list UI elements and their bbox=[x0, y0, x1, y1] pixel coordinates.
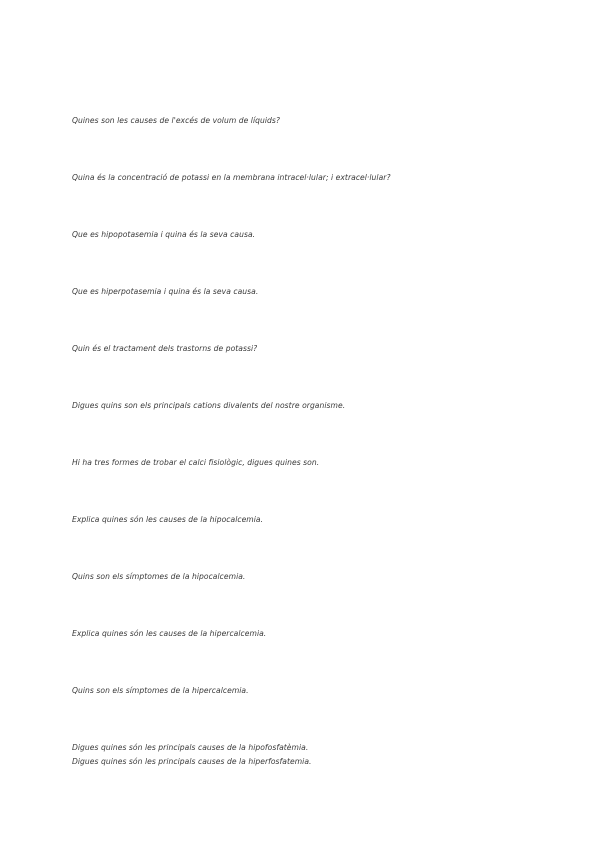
question-10: Explica quines són les causes de la hipercalcemia. bbox=[72, 629, 267, 638]
question-5: Quin és el tractament dels trastorns de potassi? bbox=[72, 344, 258, 353]
question-9: Quins son els símptomes de la hipocalcemia. bbox=[72, 572, 246, 581]
question-13: Digues quines són les principals causes de la hiperfosfatemia. bbox=[72, 757, 312, 766]
question-1: Quines son les causes de l'excés de volum de líquids? bbox=[72, 116, 280, 125]
question-7: Hi ha tres formes de trobar el calci fisiològic, digues quines son. bbox=[72, 458, 320, 467]
question-4: Que es hiperpotasemia i quina és la seva causa. bbox=[72, 287, 259, 296]
question-8: Explica quines són les causes de la hipocalcemia. bbox=[72, 515, 264, 524]
question-11: Quins son els símptomes de la hipercalcemia. bbox=[72, 686, 249, 695]
question-2: Quina és la concentració de potassi en la membrana intracel·lular; i extracel·lular? bbox=[72, 173, 391, 182]
question-6: Digues quins son els principals cations divalents del nostre organisme. bbox=[72, 401, 346, 410]
question-3: Que es hipopotasemia i quina és la seva causa. bbox=[72, 230, 256, 239]
question-12: Digues quines són les principals causes de la hipofosfatèmia. bbox=[72, 743, 309, 752]
